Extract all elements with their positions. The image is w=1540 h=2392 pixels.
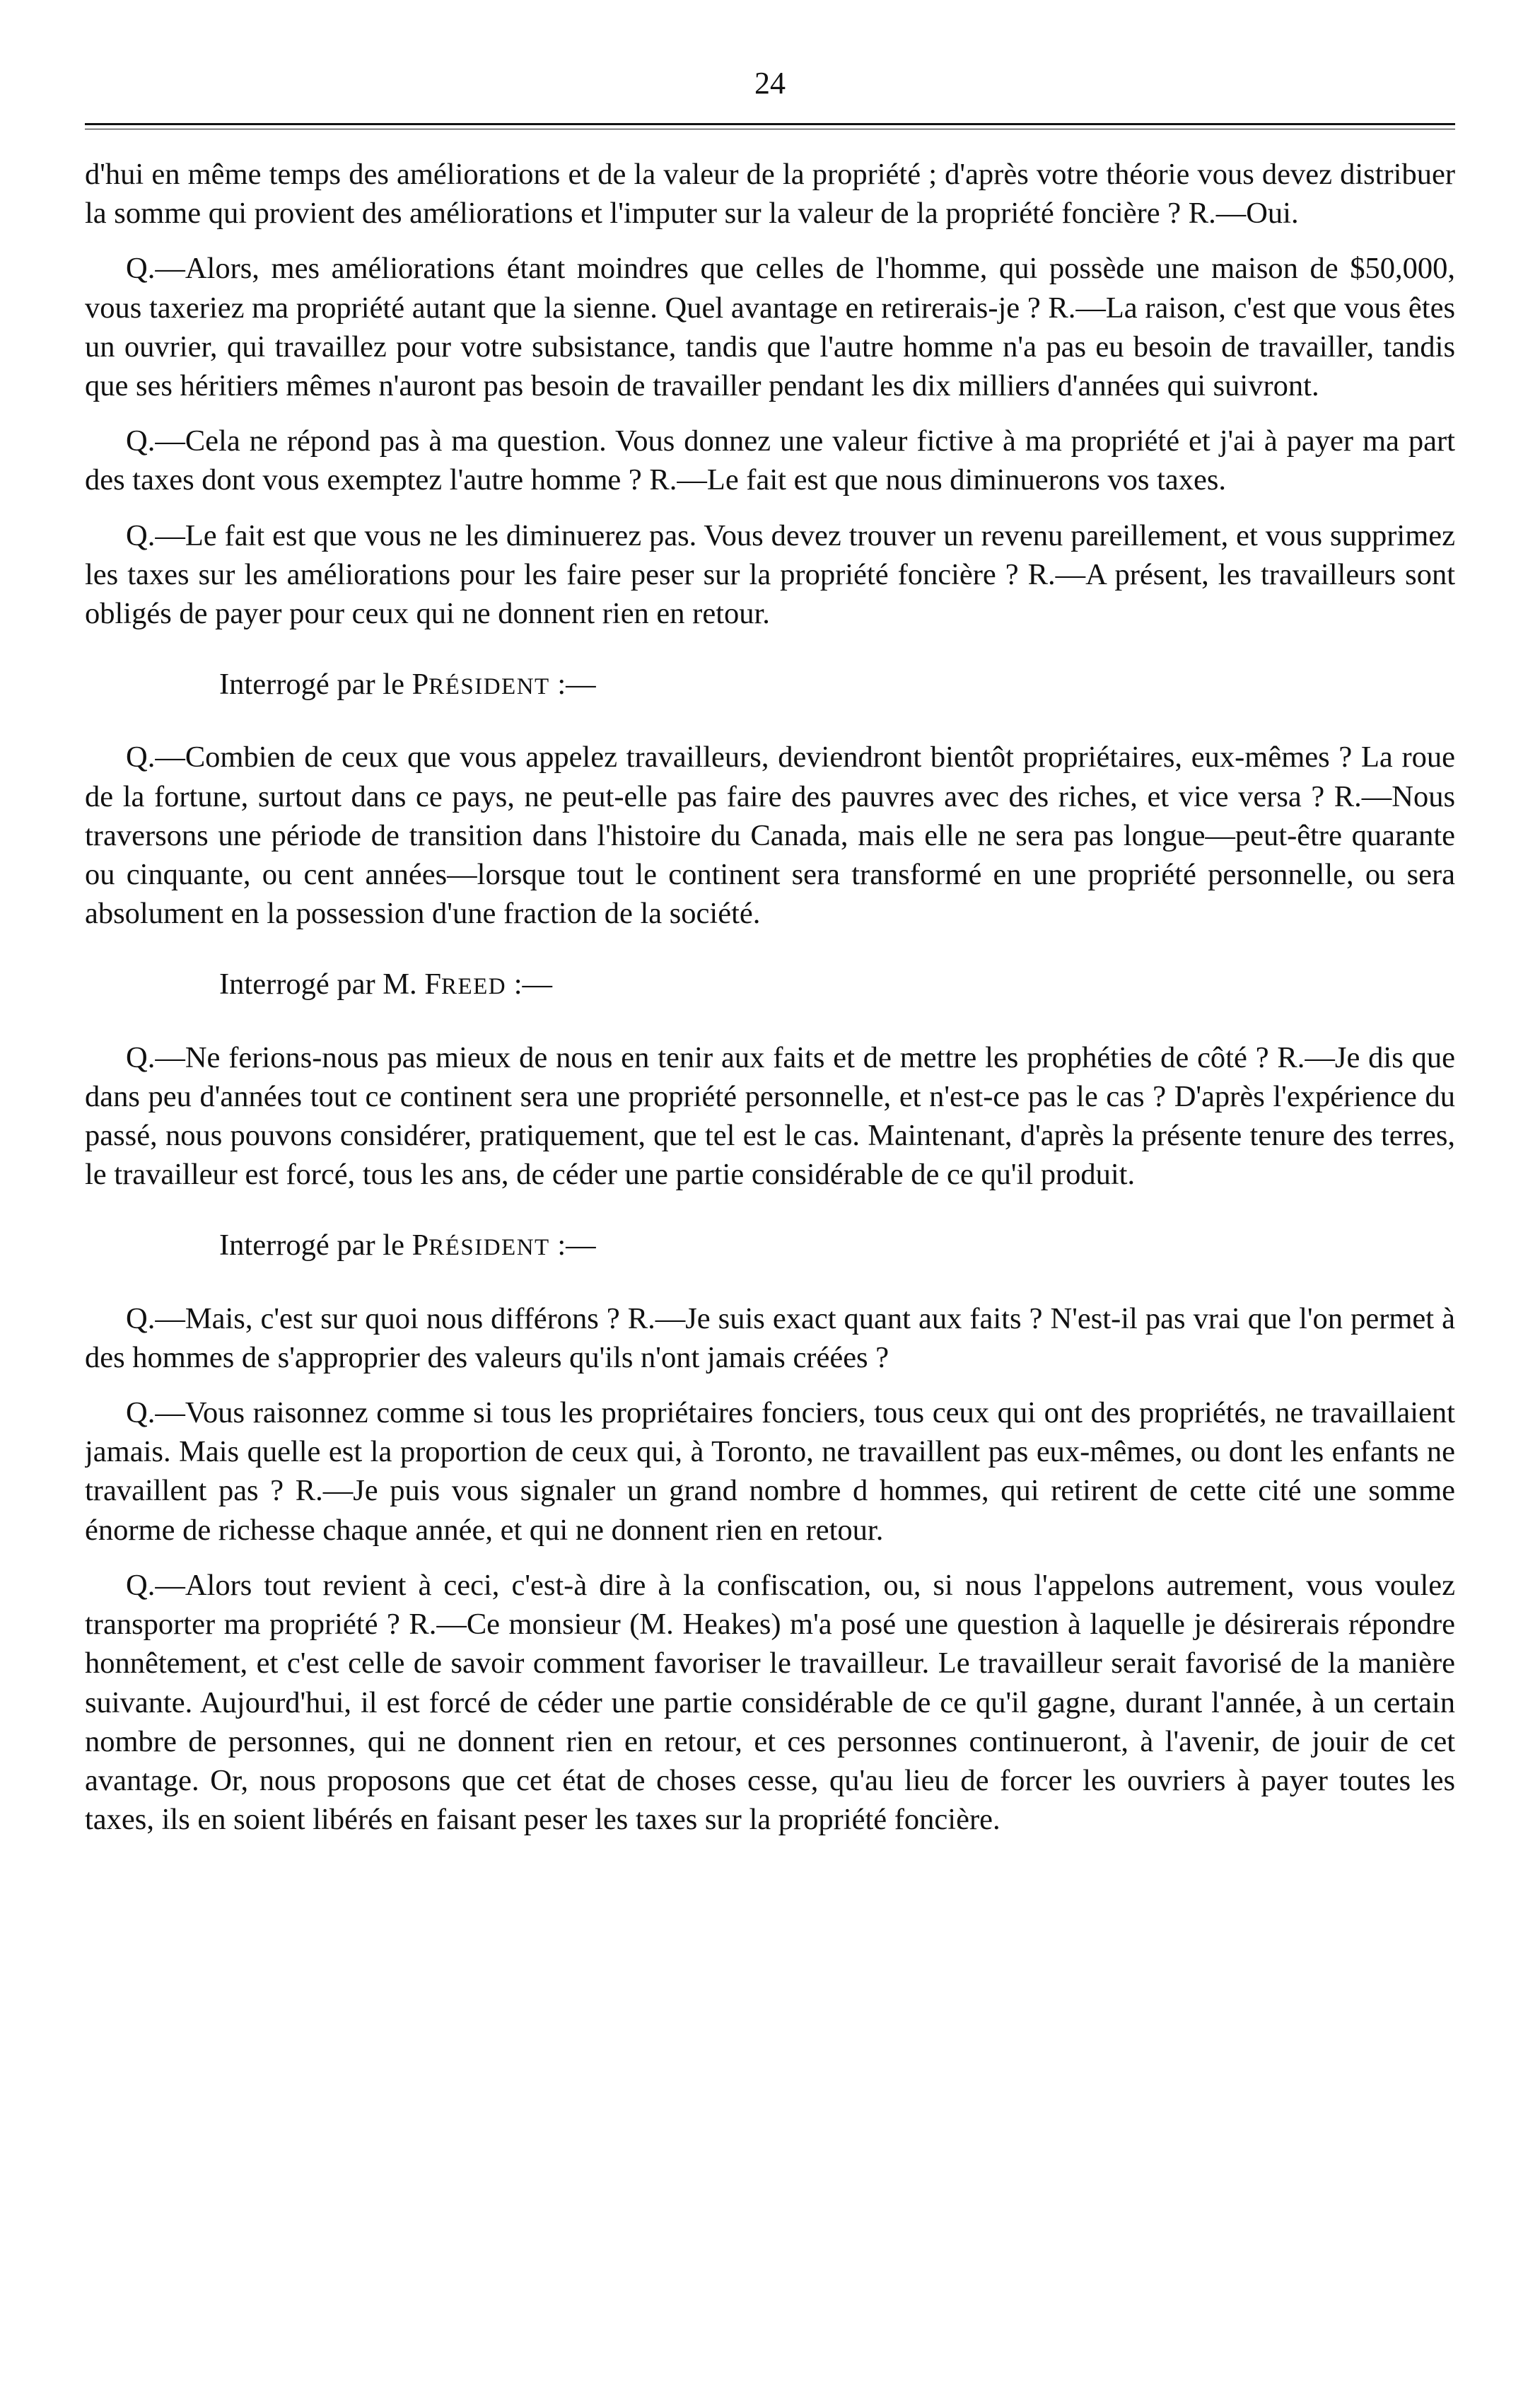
heading-suffix: :— <box>549 668 596 702</box>
heading-prefix: Interrogé par le <box>219 1229 412 1262</box>
document-page <box>85 62 1455 2361</box>
testimony-paragraph: Q.—Alors, mes améliorations étant moindres que celles de l'homme, qui possède une maison de $50,000, vous taxeriez ma propriété autant que la sienne. Quel avantage en retirerais-je ? R.—La raison, c'est que vous êtes un ouvrier, qui travaillez pour votre subsistance, tandis que l'autre homme n'a pas eu besoin de travailler, tandis que ses héritiers mêmes n'auront pas besoin de travailler pendant les dix milliers d'années qui suivront. <box>85 252 1455 403</box>
testimony-paragraph: Q.—Ne ferions-nous pas mieux de nous en tenir aux faits et de mettre les prophéties de côté ? R.—Je dis que dans peu d'années tout ce continent sera une propriété personnelle, et n'est-ce pas le cas ? D'après l'expérience du passé, nous pouvons considérer, pratiquement, que tel est le cas. Maintenant, d'après la présente tenure des terres, le travailleur est forcé, tous les ans, de céder une partie considérable de ce qu'il produit. <box>85 1040 1455 1192</box>
heading-name-initial: F <box>424 968 441 1001</box>
testimony-paragraph: d'hui en même temps des améliorations et de la valeur de la propriété ; d'après votre théorie vous devez distribuer la somme qui provient des améliorations et l'imputer sur la valeur de la propriété foncière ? R.—Oui. <box>85 158 1455 231</box>
heading-name-rest: RÉSIDENT <box>428 674 550 700</box>
testimony-paragraph: Q.—Mais, c'est sur quoi nous différons ? R.—Je suis exact quant aux faits ? N'est-il pas vrai que l'on permet à des hommes de s'approprier des valeurs qu'ils n'ont jamais créées ? <box>85 1301 1455 1374</box>
heading-suffix: :— <box>506 968 553 1001</box>
speaker-heading <box>85 965 1455 1006</box>
heading-prefix: Interrogé par M. <box>219 968 425 1001</box>
testimony-paragraph: Q.—Alors tout revient à ceci, c'est-à dire à la confiscation, ou, si nous l'appelons autrement, vous voulez transporter ma propriété ? R.—Ce monsieur (M. Heakes) m'a posé une question à laquelle je désirerais répondre honnêtement, et c'est celle de savoir comment favoriser le travailleur. Le travailleur serait favorisé de la manière suivante. Aujourd'hui, il est forcé de céder une partie considérable de ce qu'il gagne, durant l'année, à un certain nombre de personnes, qui ne donnent rien en retour, et ces personnes continueront, à l'avenir, de jouir de cet avantage. Or, nous proposons que cet état de choses cesse, qu'au lieu de forcer les ouvriers à payer toutes les taxes, ils en soient libérés en faisant peser les taxes sur la propriété foncière. <box>85 1568 1455 1837</box>
speaker-heading <box>85 1226 1455 1267</box>
testimony-paragraph: Q.—Le fait est que vous ne les diminuerez pas. Vous devez trouver un revenu pareillement, et vous supprimez les taxes sur les améliorations pour les faire peser sur la propriété foncière ? R.—A présent, les travailleurs sont obligés de payer pour ceux qui ne donnent rien en retour. <box>85 518 1455 631</box>
testimony-paragraph: Q.—Cela ne répond pas à ma question. Vous donnez une valeur fictive à ma propriété et j'ai à payer ma part des taxes dont vous exemptez l'autre homme ? R.—Le fait est que nous diminuerons vos taxes. <box>85 424 1455 497</box>
heading-name-rest: RÉSIDENT <box>428 1235 550 1261</box>
heading-name-rest: REED <box>441 974 507 1000</box>
testimony-paragraph: Q.—Combien de ceux que vous appelez travailleurs, deviendront bientôt propriétaires, eux-mêmes ? La roue de la fortune, surtout dans ce pays, ne peut-elle pas faire des pauvres avec des riches, et vice versa ? R.—Nous traversons une période de transition dans l'histoire du Canada, mais elle ne sera pas longue—peut-être quarante ou cinquante, ou cent années—lorsque tout le continent sera transformé en une propriété personnelle, ou sera absolument en la possession d'une fraction de la société. <box>85 741 1455 931</box>
heading-prefix: Interrogé par le <box>219 668 412 702</box>
document-body <box>85 155 1455 1839</box>
page-number: 24 <box>754 66 786 100</box>
speaker-heading <box>85 665 1455 707</box>
heading-name-initial: P <box>412 1229 429 1262</box>
heading-name-initial: P <box>412 668 429 702</box>
header-rule-thick <box>85 123 1455 125</box>
heading-suffix: :— <box>549 1229 596 1262</box>
testimony-paragraph: Q.—Vous raisonnez comme si tous les propriétaires fonciers, tous ceux qui ont des propriétés, ne travaillaient jamais. Mais quelle est la proportion de ceux qui, à Toronto, ne travaillent pas eux-mêmes, ou dont les enfants ne travaillent pas ? R.—Je puis vous signaler un grand nombre d hommes, qui retirent de cette cité une somme énorme de richesse chaque année, et qui ne donnent rien en retour. <box>85 1396 1455 1547</box>
